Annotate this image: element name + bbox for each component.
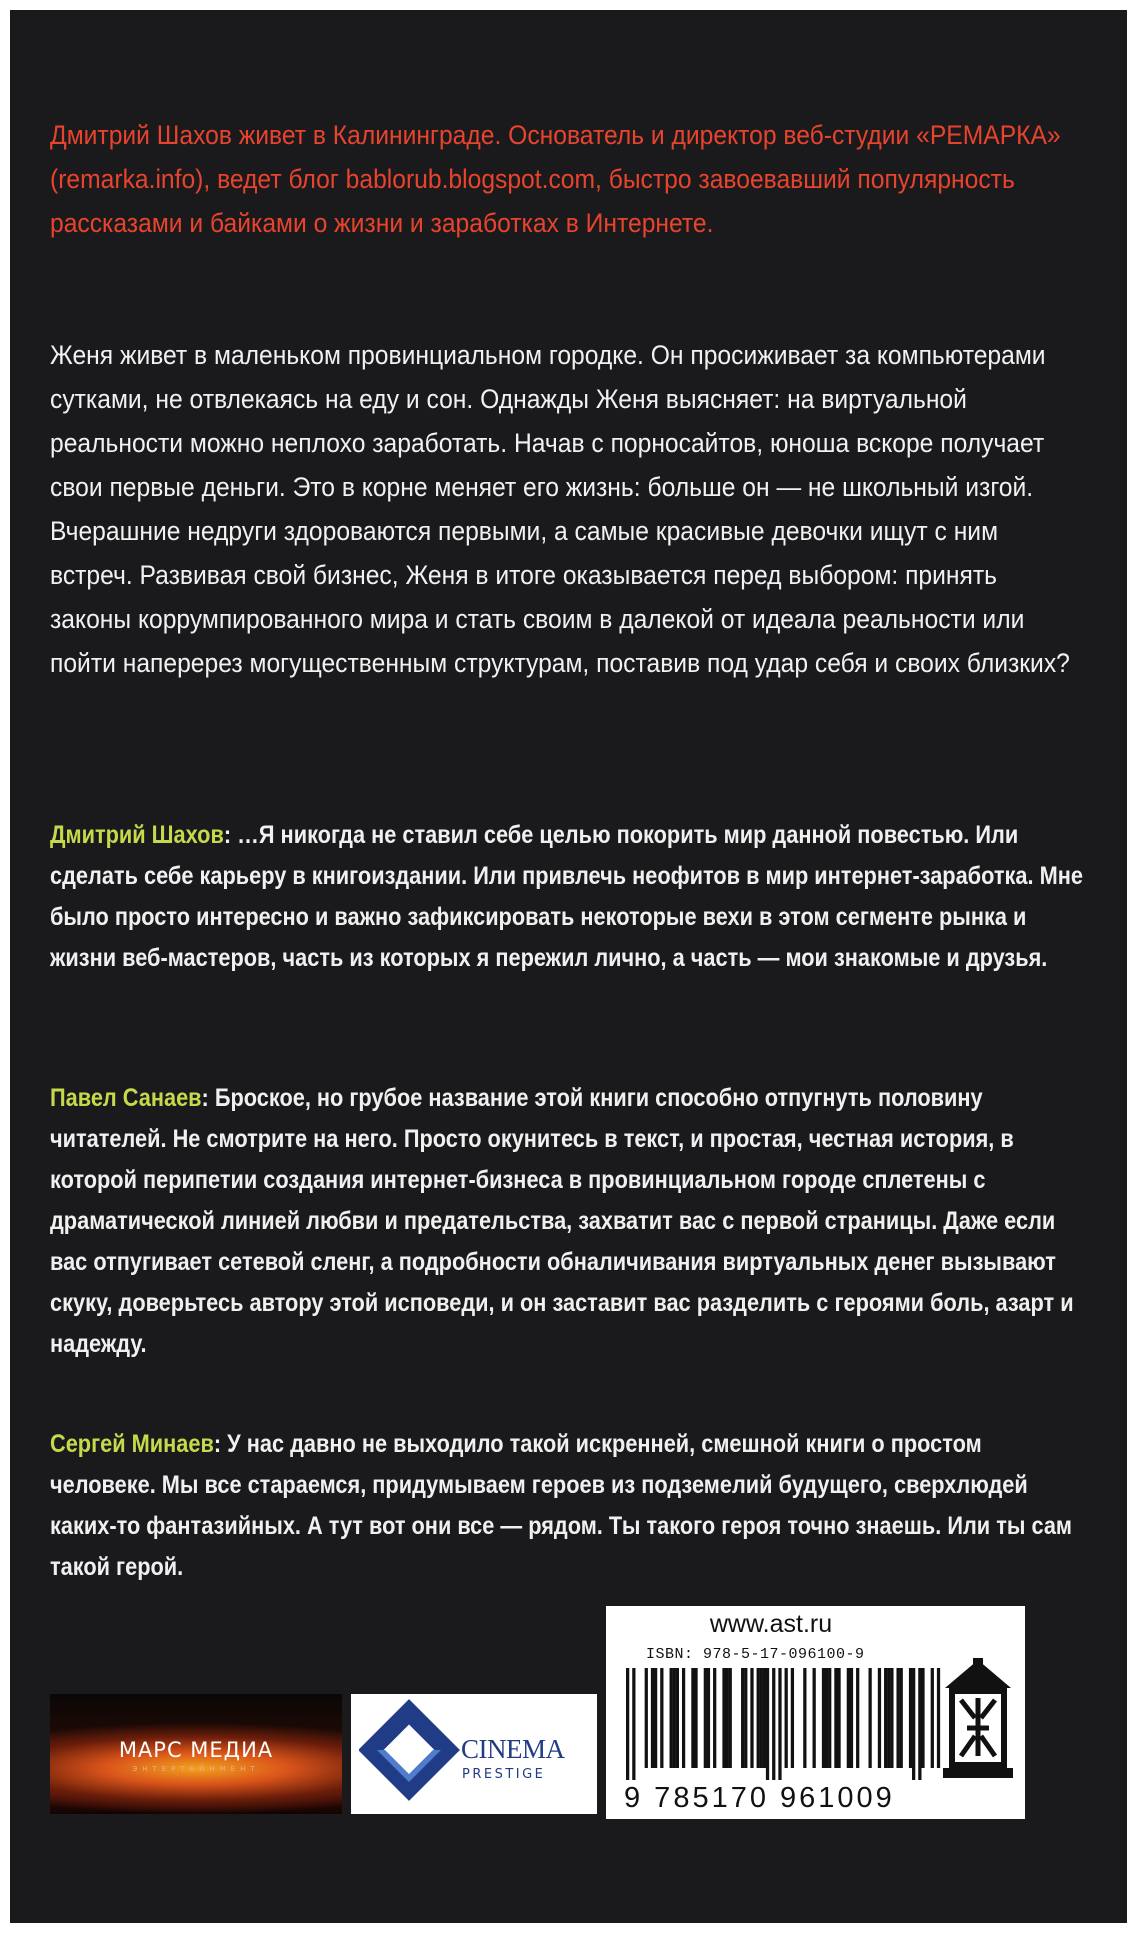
barcode-bar <box>896 1668 899 1768</box>
barcode-digits: 9 785170 961009 <box>624 1782 895 1814</box>
barcode-bar <box>803 1668 806 1768</box>
quote-text: : …Я никогда не ставил себе целью покорить мир данной повестью. Или сделать себе карьеру в книгоиздании. Или привлечь неофитов в мир интернет-заработка. Мне было просто интересно и важно зафиксировать некоторые вехи в этом сегменте рынка и жизни веб-мастеров, часть из которых я пережил лично, а часть — мои знакомые и друзья. <box>50 821 1083 972</box>
book-back-cover <box>10 10 1127 1923</box>
author-bio: Дмитрий Шахов живет в Калининграде. Основатель и директор веб-студии «РЕМАРКА» (remarka.info), ведет блог bablorub.blogspot.com, быстро завоевавший популярность рассказами и байками о жизни и заработках в Интернете. <box>50 120 1061 238</box>
cinema-prestige-emblem-icon <box>359 1694 469 1814</box>
barcode-bar <box>813 1668 816 1768</box>
quote-author: Павел Санаев <box>50 1084 202 1112</box>
barcode-bar <box>651 1668 654 1768</box>
barcode <box>626 1668 946 1784</box>
barcode-bar <box>918 1668 921 1780</box>
quote-sanaev <box>50 1078 1085 1365</box>
barcode-bar <box>691 1668 694 1768</box>
lantern-zh-icon <box>939 1658 1017 1782</box>
barcode-bar <box>766 1668 769 1780</box>
barcode-bar <box>632 1668 635 1780</box>
barcode-bar <box>834 1668 837 1768</box>
barcode-bar <box>760 1668 763 1768</box>
barcode-bar <box>878 1668 881 1768</box>
barcode-bar <box>750 1668 753 1768</box>
barcode-bar <box>729 1668 732 1768</box>
barcode-bar <box>676 1668 679 1768</box>
mars-media-subtitle: ЭНТЕРТЕЙНМЕНТ <box>132 1765 260 1773</box>
quote-text: : Броское, но грубое название этой книги способно отпугнуть половину читателей. Не смотрите на него. Просто окунитесь в текст, и простая, честная история, в которой перипетии создания интернет-бизнеса в провинциальном городе сплетены с драматической линией любви и предательства, захватит вас с первой страницы. Даже если вас отпугивает сетевой сленг, а подробности обналичивания виртуальных денег вызывают скуку, доверьтесь автору этой исповеди, и он заставит вас разделить с героями боль, азарт и надежду. <box>50 1084 1074 1358</box>
quote-author: Сергей Минаев <box>50 1430 214 1458</box>
barcode-bar <box>670 1668 673 1768</box>
barcode-bar <box>887 1668 890 1768</box>
barcode-bar <box>713 1668 716 1768</box>
barcode-bar <box>921 1668 924 1768</box>
barcode-bar <box>837 1668 840 1768</box>
barcode-bar <box>744 1668 747 1768</box>
barcode-bar <box>645 1668 648 1768</box>
barcode-bar <box>825 1668 828 1768</box>
barcode-bar <box>654 1668 657 1768</box>
barcode-bar <box>900 1668 903 1768</box>
barcode-bar <box>673 1668 676 1768</box>
barcode-bar <box>704 1668 707 1768</box>
barcode-bar <box>785 1668 788 1768</box>
quote-minaev <box>50 1424 1085 1588</box>
barcode-bar <box>828 1668 831 1768</box>
barcode-bar <box>722 1668 725 1768</box>
barcode-bar <box>791 1668 794 1768</box>
quote-text: : У нас давно не выходило такой искренней, смешной книги о простом человеке. Мы все стараемся, придумываем героев из подземелий будущего, сверхлюдей каких-то фантазийных. А тут вот они все — рядом. Ты такого героя точно знаешь. Или ты сам такой герой. <box>50 1430 1073 1581</box>
cinema-prestige-logo <box>351 1694 597 1814</box>
barcode-bar <box>869 1668 872 1768</box>
barcode-bar <box>660 1668 663 1768</box>
quote-shakhov <box>50 815 1085 979</box>
barcode-bar <box>725 1668 728 1768</box>
barcode-bar <box>912 1668 915 1780</box>
barcode-bar <box>694 1668 697 1768</box>
barcode-bar <box>884 1668 887 1768</box>
barcode-bar <box>822 1668 825 1768</box>
barcode-bar <box>757 1668 760 1768</box>
mars-media-logo <box>50 1694 342 1814</box>
publisher-url: www.ast.ru <box>709 1610 833 1638</box>
cinema-title: CINEMA <box>461 1734 565 1764</box>
quote-author: Дмитрий Шахов <box>50 821 224 849</box>
barcode-bar <box>682 1668 685 1768</box>
barcode-bar <box>763 1668 766 1768</box>
book-synopsis: Женя живет в маленьком провинциальном городке. Он просиживает за компьютерами сутками, не отвлекаясь на еду и сон. Однажды Женя выясняет: на виртуальной реальности можно неплохо заработать. Начав с порносайтов, юноша вскоре получает свои первые деньги. Это в корне меняет его жизнь: больше он — не школьный изгой. Вчерашние недруги здороваются первыми, а самые красивые девочки ищут с ним встреч. Развивая свой бизнес, Женя в итоге оказывается перед выбором: принять законы коррумпированного мира и стать своим в далекой от идеала реальности или пойти наперерез могущественным структурам, поставив под удар себя и своих близких? <box>50 340 1070 678</box>
cinema-subtitle: PRESTIGE <box>462 1767 546 1782</box>
barcode-bar <box>778 1668 781 1780</box>
barcode-bar <box>890 1668 893 1768</box>
mars-media-title: МАРС МЕДИА <box>118 1738 274 1762</box>
barcode-bar <box>847 1668 850 1768</box>
barcode-bar <box>850 1668 853 1768</box>
barcode-bar <box>626 1668 629 1780</box>
isbn-label: ISBN: 978-5-17-096100-9 <box>646 1646 865 1663</box>
barcode-panel <box>606 1606 1025 1819</box>
barcode-bar <box>856 1668 859 1768</box>
barcode-bar <box>931 1668 934 1768</box>
barcode-bar <box>772 1668 775 1780</box>
barcode-bar <box>707 1668 710 1768</box>
barcode-bar <box>909 1668 912 1768</box>
barcode-bar <box>741 1668 744 1768</box>
